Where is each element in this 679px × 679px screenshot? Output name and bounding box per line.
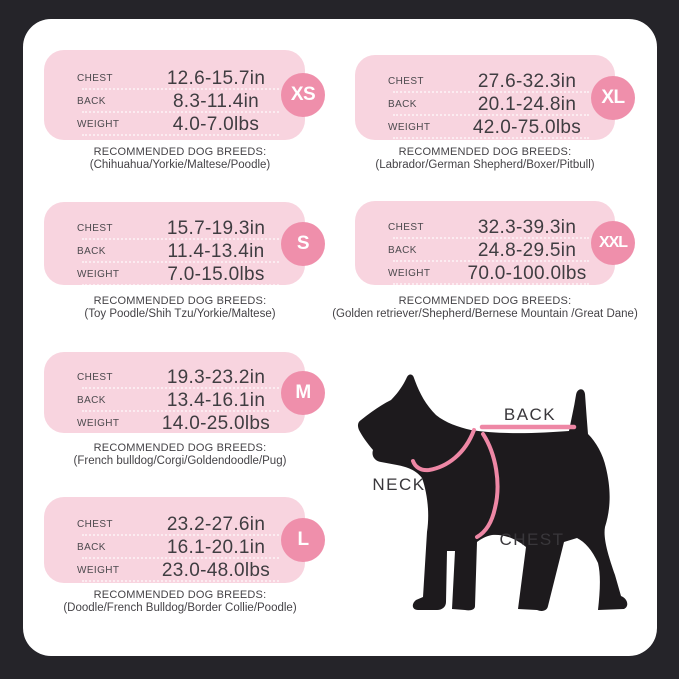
back-row xyxy=(44,241,305,262)
diagram-chest-label: CHEST xyxy=(499,530,565,549)
chest-row xyxy=(355,217,615,238)
chest-label: CHEST xyxy=(77,372,113,383)
breeds-block-xl xyxy=(330,146,640,173)
size-badge-xs: XS xyxy=(281,73,325,117)
breeds-list: (Chihuahua/Yorkie/Maltese/Poodle) xyxy=(89,159,271,171)
weight-label: WEIGHT xyxy=(77,269,120,280)
weight-value: 23.0-48.0lbs xyxy=(161,559,271,581)
weight-value: 42.0-75.0lbs xyxy=(472,116,582,138)
breeds-list: (Labrador/German Shepherd/Boxer/Pitbull) xyxy=(375,159,595,171)
weight-row xyxy=(355,263,615,284)
weight-row xyxy=(44,560,305,581)
weight-label: WEIGHT xyxy=(388,122,431,133)
size-card-l xyxy=(44,497,309,583)
chest-label: CHEST xyxy=(388,76,424,87)
breeds-heading: RECOMMENDED DOG BREEDS: xyxy=(93,589,267,601)
chest-value: 19.3-23.2in xyxy=(166,366,266,388)
breeds-heading: RECOMMENDED DOG BREEDS: xyxy=(398,295,572,307)
weight-value: 7.0-15.0lbs xyxy=(167,263,265,285)
chest-value: 15.7-19.3in xyxy=(166,217,266,239)
back-row xyxy=(44,390,305,411)
breeds-heading: RECOMMENDED DOG BREEDS: xyxy=(93,442,267,454)
breeds-block-s xyxy=(25,295,335,322)
diagram-back-label: BACK xyxy=(503,405,557,424)
back-row xyxy=(44,537,305,558)
back-value: 13.4-16.1in xyxy=(166,389,266,411)
breeds-list: (French bulldog/Corgi/Goldendoodle/Pug) xyxy=(73,455,287,467)
size-badge-m: M xyxy=(281,371,325,415)
size-badge-l: L xyxy=(281,518,325,562)
chest-row xyxy=(44,514,305,535)
weight-row xyxy=(44,114,305,135)
chest-row xyxy=(44,68,305,89)
breeds-list: (Toy Poodle/Shih Tzu/Yorkie/Maltese) xyxy=(84,308,276,320)
back-row xyxy=(355,94,615,115)
breeds-heading: RECOMMENDED DOG BREEDS: xyxy=(93,146,267,158)
size-card-m xyxy=(44,352,311,434)
chest-label: CHEST xyxy=(77,519,113,530)
weight-value: 14.0-25.0lbs xyxy=(161,412,271,434)
breeds-heading: RECOMMENDED DOG BREEDS: xyxy=(398,146,572,158)
chest-value: 23.2-27.6in xyxy=(166,513,266,535)
back-value: 20.1-24.8in xyxy=(477,93,577,115)
diagram-neck-label: NECK xyxy=(372,475,426,494)
back-label: BACK xyxy=(77,542,106,553)
back-label: BACK xyxy=(77,395,106,406)
breeds-list: (Doodle/French Bulldog/Border Collie/Poodle) xyxy=(63,602,297,614)
breeds-list: (Golden retriever/Shepherd/Bernese Mountain /Great Dane) xyxy=(332,308,638,320)
size-card-xxl xyxy=(355,201,628,285)
weight-label: WEIGHT xyxy=(77,418,120,429)
chest-value: 32.3-39.3in xyxy=(477,216,577,238)
back-value: 11.4-13.4in xyxy=(167,240,265,262)
back-value: 8.3-11.4in xyxy=(172,90,260,112)
weight-label: WEIGHT xyxy=(77,565,120,576)
back-value: 16.1-20.1in xyxy=(166,536,266,558)
back-value: 24.8-29.5in xyxy=(477,239,577,261)
chest-row xyxy=(44,218,305,239)
weight-row xyxy=(44,413,305,434)
weight-value: 4.0-7.0lbs xyxy=(172,113,260,135)
chest-label: CHEST xyxy=(77,73,113,84)
size-card-xl xyxy=(355,55,625,140)
back-label: BACK xyxy=(77,246,106,257)
breeds-block-m xyxy=(25,442,335,469)
size-card-s xyxy=(44,202,310,285)
breeds-block-xxl xyxy=(330,295,640,322)
size-badge-xxl: XXL xyxy=(591,221,635,265)
back-row xyxy=(355,240,615,261)
breeds-block-l xyxy=(25,589,335,616)
back-row xyxy=(44,91,305,112)
back-label: BACK xyxy=(388,99,417,110)
chest-label: CHEST xyxy=(77,223,113,234)
weight-label: WEIGHT xyxy=(388,268,431,279)
back-label: BACK xyxy=(388,245,417,256)
chest-row xyxy=(355,71,615,92)
weight-label: WEIGHT xyxy=(77,119,120,130)
dog-measurement-diagram xyxy=(345,370,635,620)
weight-row xyxy=(44,264,305,285)
weight-row xyxy=(355,117,615,138)
dog-silhouette-svg xyxy=(345,370,635,620)
size-card-xs xyxy=(44,50,316,140)
chest-value: 27.6-32.3in xyxy=(477,70,577,92)
weight-value: 70.0-100.0lbs xyxy=(467,262,587,284)
size-badge-s: S xyxy=(281,222,325,266)
breeds-heading: RECOMMENDED DOG BREEDS: xyxy=(93,295,267,307)
chest-value: 12.6-15.7in xyxy=(166,67,266,89)
breeds-block-xs xyxy=(25,146,335,173)
chest-row xyxy=(44,367,305,388)
back-label: BACK xyxy=(77,96,106,107)
chest-label: CHEST xyxy=(388,222,424,233)
size-badge-xl: XL xyxy=(591,76,635,120)
